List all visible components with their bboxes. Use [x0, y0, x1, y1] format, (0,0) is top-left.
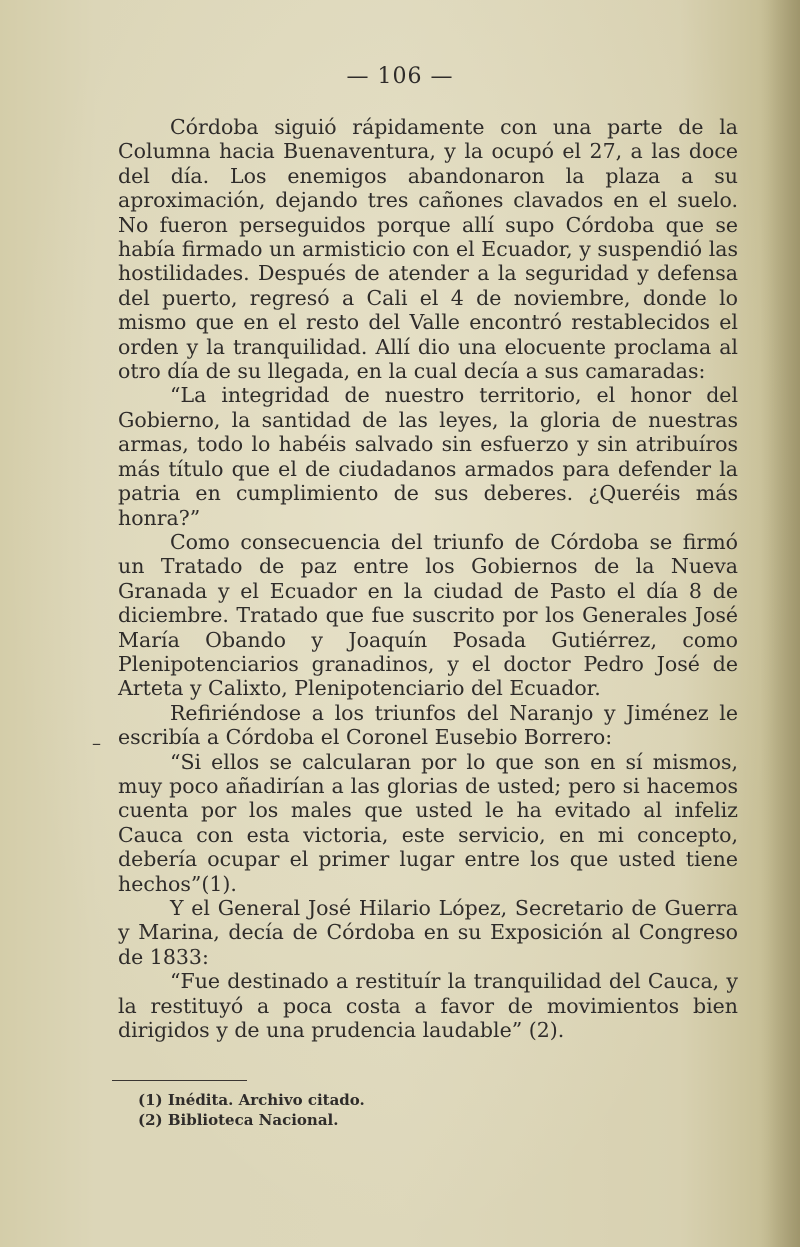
paragraph-tratado-de-paz: Como consecuencia del triunfo de Córdoba se firmó un Tratado de paz entre los Gobiernos de la Nueva Granada y el Ecuador en la ciudad de Pasto el día 8 de diciembre. Tratado que fue suscrito por los Generales José María Obando y Joaquín Posada Gutiérrez, como Plenipotenciarios granadinos, y el doctor Pedro José de Arteta y Calixto, Plenipotenciario del Ecuador.	[118, 529, 738, 701]
footnote-rule	[112, 1080, 247, 1081]
footnote-2: (2) Biblioteca Nacional.	[138, 1111, 339, 1129]
page-number: — 106 —	[346, 64, 454, 89]
page-edge-shadow	[760, 0, 800, 1247]
paragraph-borrero-intro: Refiriéndose a los triunfos del Naranjo y Jiménez le escribía a Córdoba el Coronel Eusebio Borrero:	[118, 700, 738, 750]
body-text	[118, 115, 738, 1042]
paragraph-cordoba-buenaventura: Córdoba siguió rápidamente con una parte de la Columna hacia Buenaventura, y la ocupó el 27, a las doce del día. Los enemigos abandonaron la plaza a su aproximación, dejando tres cañones clavados en el suelo. No fueron perseguidos porque allí supo Córdoba que se había firmado un armisticio con el Ecuador, y suspendió las hostilidades. Después de atender a la seguridad y defensa del puerto, regresó a Cali el 4 de noviembre, donde lo mismo que en el resto del Valle encontró restablecidos el orden y la tranquilidad. Allí dio una elocuente proclama al otro día de su llegada, en la cual decía a sus camaradas:	[118, 115, 738, 384]
margin-mark: –	[92, 733, 101, 754]
quote-borrero: “Si ellos se calcularan por lo que son en sí mismos, muy poco añadirían a las glorias de usted; pero si hacemos cuenta por los males que usted le ha evitado al infeliz Cauca con esta victoria, este servicio, en mi concepto, debería ocupar el primer lugar entre los que usted tiene hechos”(1).	[118, 749, 738, 896]
quote-proclama: “La integridad de nuestro territorio, el honor del Gobierno, la santidad de las leyes, la gloria de nuestras armas, todo lo habéis salvado sin esfuerzo y sin atribuíros más título que el de ciudadanos armados para defender la patria en cumplimiento de sus deberes. ¿Queréis más honra?”	[118, 383, 738, 530]
footnotes	[138, 1090, 638, 1130]
footnote-1: (1) Inédita. Archivo citado.	[138, 1091, 365, 1109]
paragraph-lopez-intro: Y el General José Hilario López, Secretario de Guerra y Marina, decía de Córdoba en su Exposición al Congreso de 1833:	[118, 896, 738, 969]
quote-lopez: “Fue destinado a restituír la tranquilidad del Cauca, y la restituyó a poca costa a favor de movimientos bien dirigidos y de una prudencia laudable” (2).	[118, 969, 738, 1043]
